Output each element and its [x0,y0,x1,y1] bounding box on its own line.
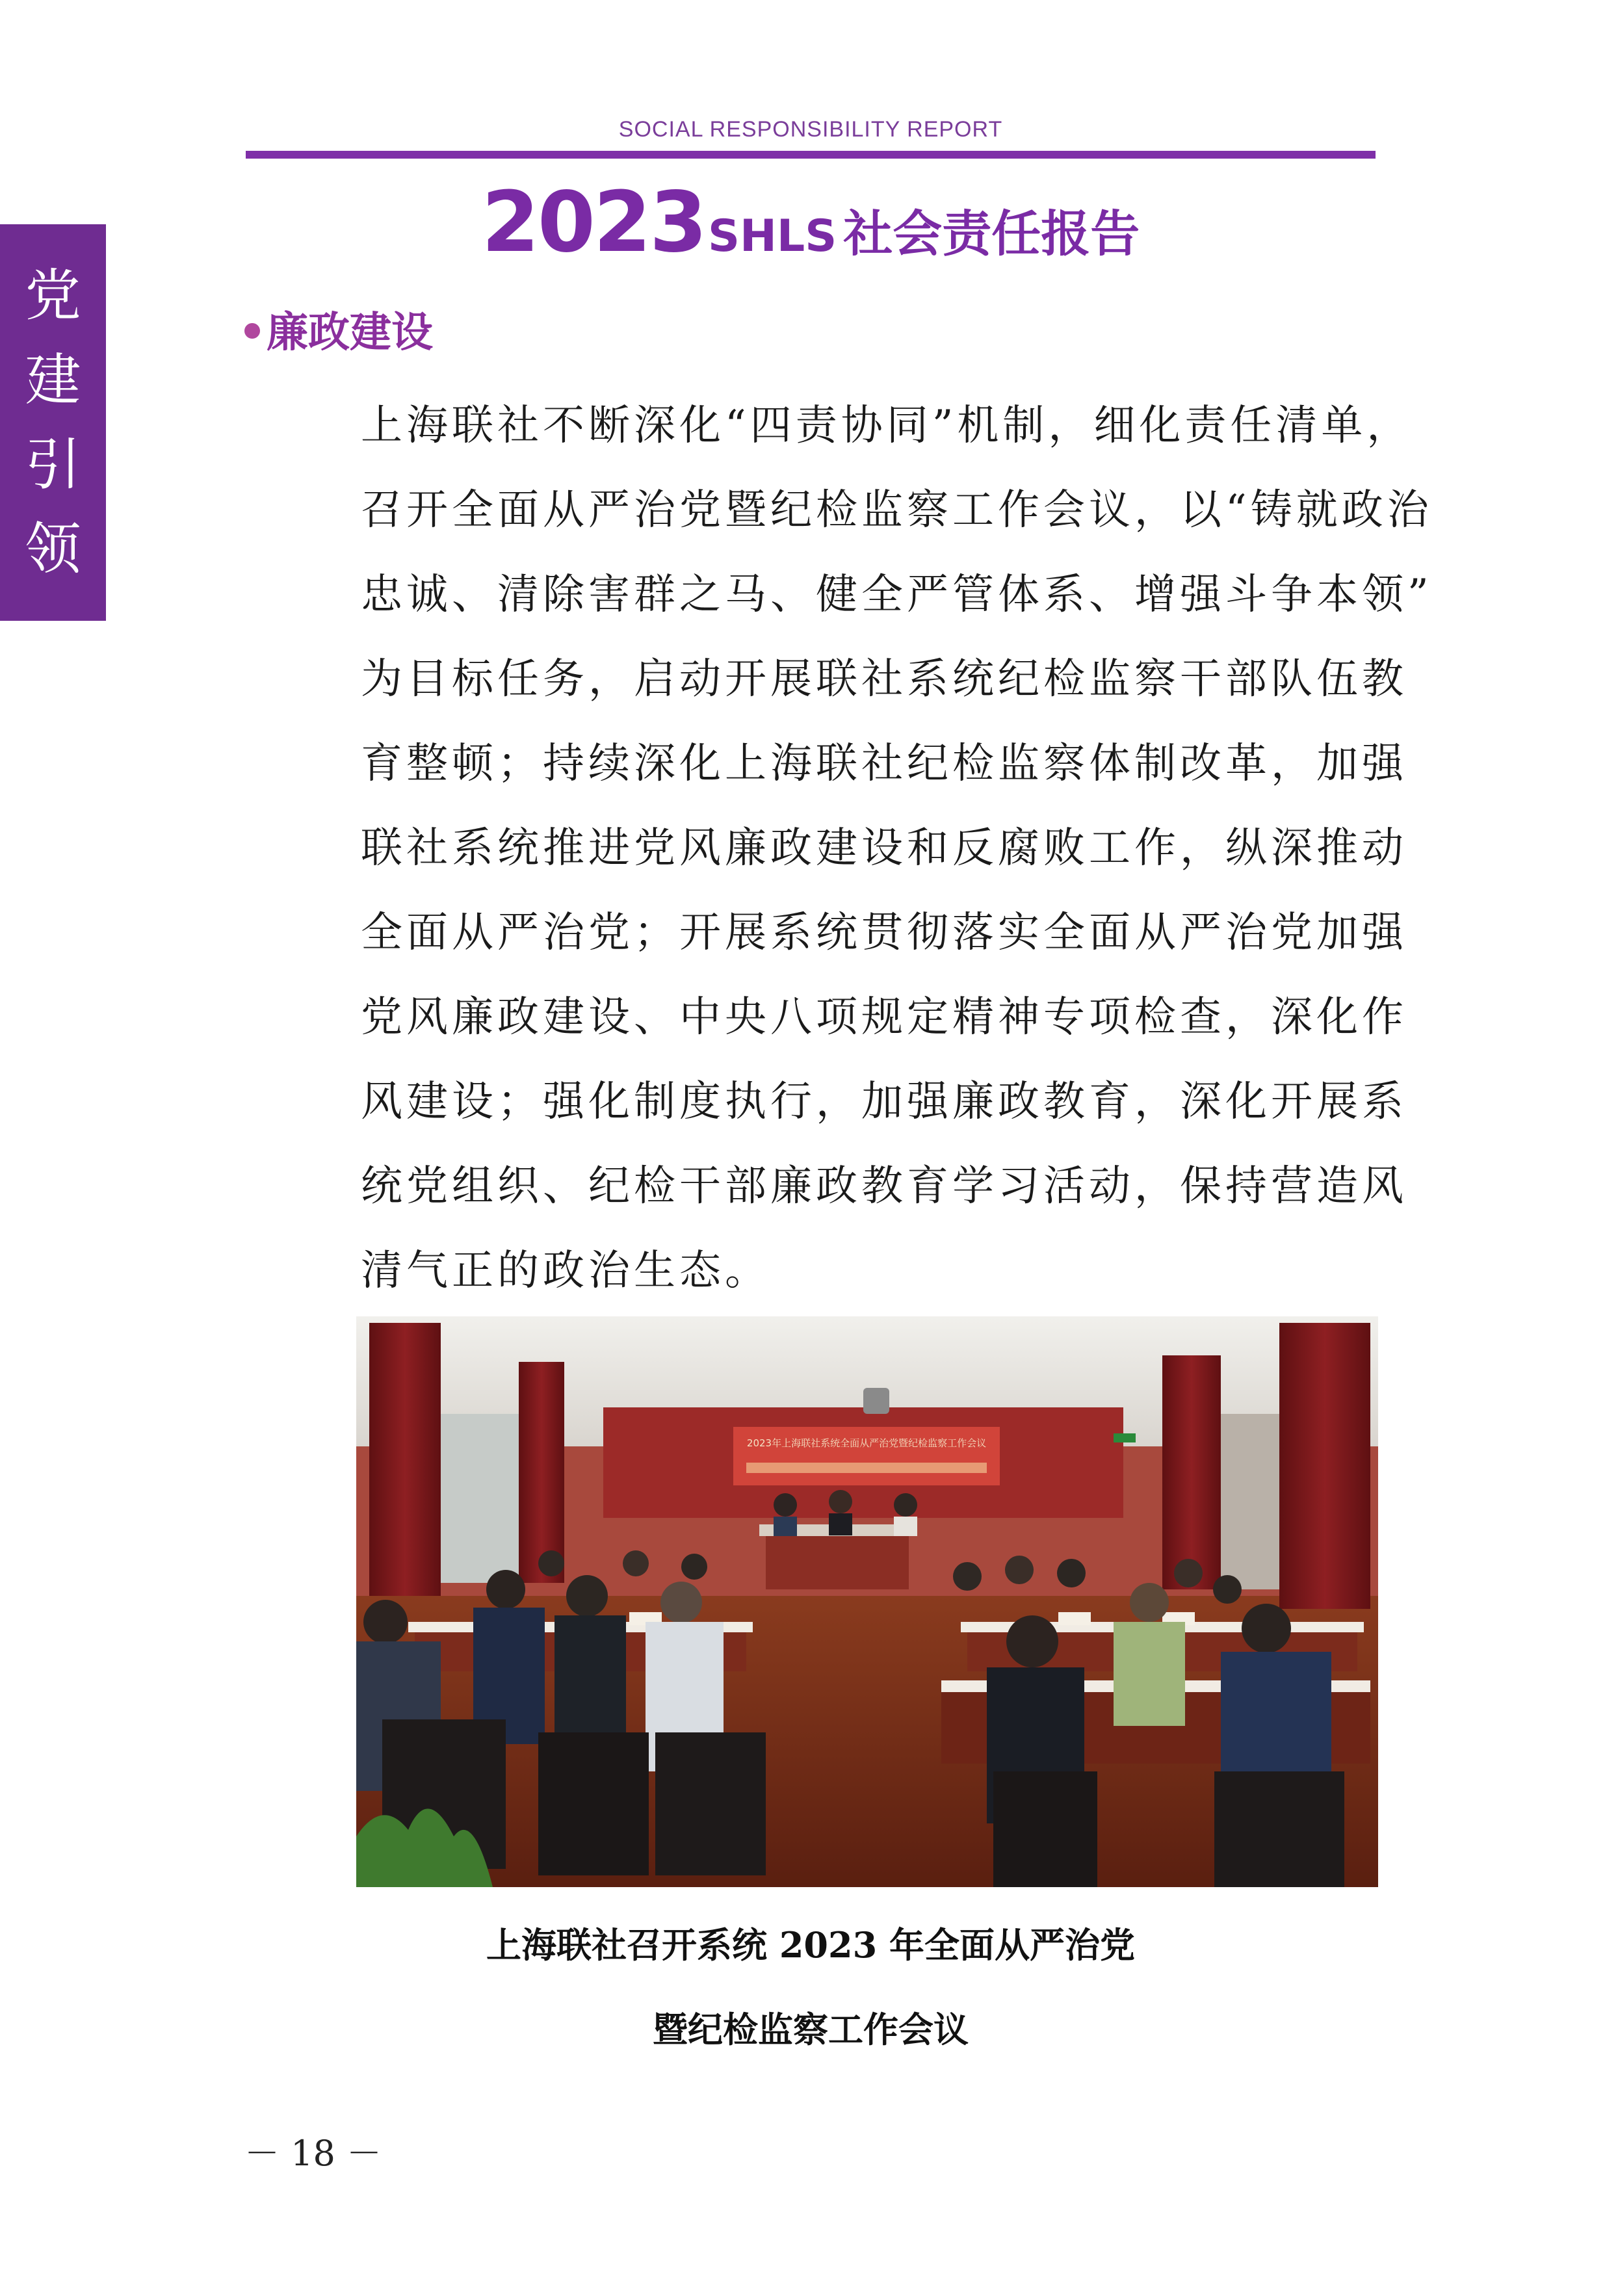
title-rest: 社会责任报告 [843,205,1140,263]
body-line: 忠诚、清除害群之马、健全严管体系、增强斗争本领” [361,571,1433,619]
header-rule [246,151,1376,159]
photo-banner-text: 2023年上海联社系统全面从严治党暨纪检监察工作会议 [746,1437,987,1449]
body-line: 为目标任务，启动开展联社系统纪检监察干部队伍教 [361,655,1407,703]
side-tab-char: 引 [25,432,81,497]
photo-caption-line-2: 暨纪检监察工作会议 [653,2009,969,2050]
title-org: SHLS [708,211,837,262]
body-line: 清气正的政治生态。 [361,1247,770,1295]
body-line: 上海联社不断深化“四责协同”机制，细化责任清单， [361,402,1413,450]
body-line: 统党组织、纪检干部廉政教育学习活动，保持营造风 [361,1162,1407,1210]
side-tab-char: 党 [25,263,81,328]
body-paragraph [361,384,1433,1313]
side-tab-char: 建 [25,348,81,413]
body-line: 联社系统推进党风廉政建设和反腐败工作，纵深推动 [361,824,1407,872]
body-line: 风建设；强化制度执行，加强廉政教育，深化开展系 [361,1078,1407,1126]
side-tab [0,224,106,621]
photo-caption-line-1: 上海联社召开系统 2023 年全面从严治党 [486,1924,1135,1966]
body-line: 全面从严治党；开展系统贯彻落实全面从严治党加强 [361,909,1407,957]
body-line: 育整顿；持续深化上海联社纪检监察体制改革，加强 [361,740,1407,788]
bullet-icon [244,323,260,339]
title-year: 2023 [481,174,706,271]
body-line: 党风廉政建设、中央八项规定精神专项检查，深化作 [361,993,1407,1041]
report-title [246,174,1376,271]
body-line: 召开全面从严治党暨纪检监察工作会议，以“铸就政治 [361,486,1433,534]
meeting-photo-illustration [356,1316,1378,1887]
section-heading-text: 廉政建设 [267,309,433,357]
report-subtitle: SOCIAL RESPONSIBILITY REPORT [618,117,1003,142]
meeting-photo [356,1316,1378,1887]
side-tab-char: 领 [25,517,81,582]
page-number: － 18 － [244,2133,382,2174]
section-heading [244,299,433,359]
